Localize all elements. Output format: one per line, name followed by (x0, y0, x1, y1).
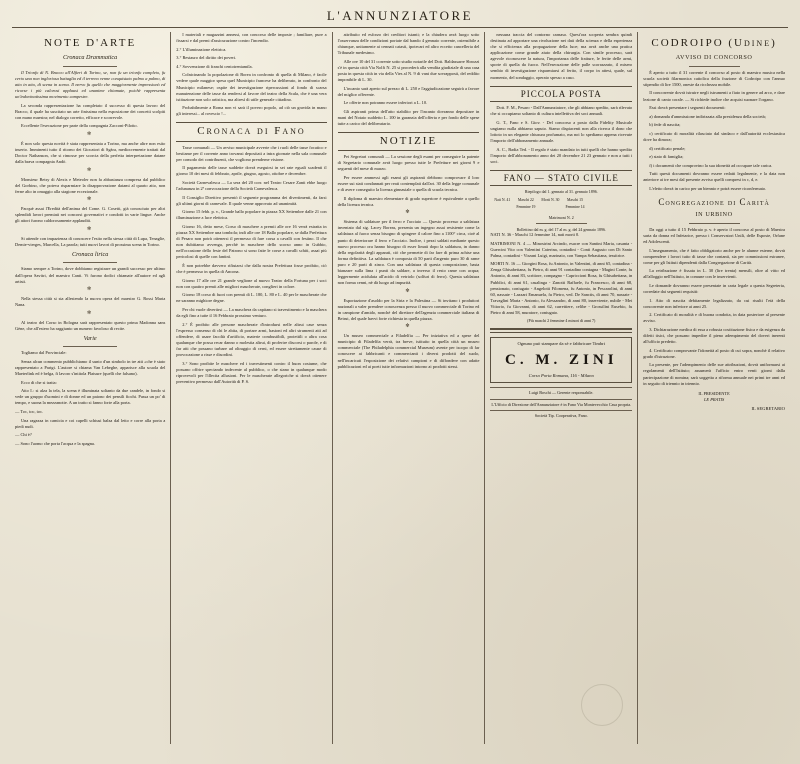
ufficio-direzione-note: L'Ufficio di Direzione dell'Annunziatore è in Fano Via Montevecchio Casa propria. (490, 399, 632, 407)
paragraph: Sistema di saldature per il ferro e l'acciaio — Questo processo a saldatura inventato dal sig. Lacey Boreas, presenta un ingegno assai resistente come la saldatura al fuoco senza bisogno di spingere il calore fino a 1100° circa, cioè al punto di deteriorare il ferro e l'acciaio. Inoltre, i pezzi saldati mediante questo nuovo processo ora hanno bisogno di esser limati dopo la saldatura, in danno della regolarità degli apparati, ciò che permette di far fare di prima achise una forma definitiva. La saldatura è composta di 50 parti d'argento puro 30 di rame puro e 20 parti di zinco. Con una saldatura di questa composizione, basta bianzare sulla lima i punti da saldare, a inverso il resto rame con acqua; leggermente acidulata all'acido di vetriolo (solfuri di ferro). Questa saldatura non forma cenni, nè dà luogo ad impurità. (337, 219, 480, 286)
divider (63, 346, 117, 347)
paragraph-matrimoni: MATRIMONI N. 4 — Minostrini Arcindo, esacre con Santini Maria, casanta - Guercini Vito con Valentini Caterina, contadini - Conti Augusto con Di Santo Palma, contadini - Virzani Luigi, marinaio, con Vampa Sebastiana, tessitrice. (490, 240, 633, 258)
paragraph: Il concorrente dovrà istruire negli istrumenti a fiato in genere ad arco, e dare lezione di canto corale. — Si richiede inoltre che acquisi suonare l'organo. (643, 90, 785, 102)
divider (490, 328, 632, 333)
paragraph: — Sono l'uomo che porta l'acqua e la spagna. (15, 440, 95, 446)
paragraph: Giorno 16, detto mese, Corso di maschere a premii alle ore 16 verrà estratta in piazza XX Settembre una tombola; indi alle ore 18 Ballo popolare, se dalla Prefettura di Pesaro non potrà ottenersi il permesso di fare corsa a cavalli con festino. Il che non dubitiamo avvenga, perchè in maschere dello scorso anno in Gubbio, nell'occasione dello feste del Patrono si sono fatte le corse a cavalli schiti, assai più pericolosi di quelle con fantinì. (176, 223, 327, 260)
paragraph: Senza alcun commento pubblichiamo il sunto d'un simbolo in tre atti «che è stato rappresentato a Parigi. L'autore si chiama Van Lebeghe, apparisce alla scuola del Maeterlink ed è belga, fi lavoro s'intitola Plaisure (quelli che falsano). (15, 358, 166, 377)
paragraph: La retribuzione è fissata in L. 30 (lire trenta) mensili, oltre al vitto ed all'alloggio nell'Istituto, in comune con le inservienti. (643, 268, 785, 280)
section-stato-civile: FANO — STATO CIVILE (490, 170, 632, 186)
paragraph: 2.° L'illuminazione elettrica. (176, 46, 227, 52)
subsection-cronaca-lirica: Cronaca lirica (71, 250, 109, 258)
column-4 (484, 32, 637, 744)
table-cell: Maschi 22 (517, 198, 534, 203)
ad-address: Corso Porta Romana, 116 - Milano (528, 372, 594, 378)
paragraph: I materiali e magazzini annessi, con concorso delle imposte ; familiare, pure a fissarsi e dal premi d'assicurazione contro l'incendio. (176, 32, 327, 44)
paragraph: L'incanto sarà aperto sul prezzo di L. 250 e l'aggiudicazione seguirà a favore del miglior offerente. (337, 85, 480, 97)
printer-line: Società Tip. Cooperativa, Fano. (490, 410, 632, 419)
paragraph: Il Consiglio Direttivo presentò il seguente programma dei divertimenti, da farsi gli ultimi giorni di carnevale. Il quale venne approvato ad unanimità. (176, 194, 327, 206)
paragraph: G. T., Fano e S. Giov. - Del concorso a posto dalla Fidelity Musicale ungiamo nulla abbiamo saputo. Siamo dispiacenti non alla ricerca il dono che lottoto in un elegante chiusura profumato, ma noi lo spediamo appena ricevute l'importo dell'abbonamento annuale. (490, 119, 633, 143)
star-divider-icon: ✻ (87, 197, 94, 203)
paragraph: Alle ore 10 del 31 corrente sotto studio notarile del Dott. Baldassarre Sbrozzi s'è in questa città Via Nolfi N. 25 si procederà alla vendita giudiziale di una casa posta in questa città in via della Vies al N. 9 di vani due sovrapposti, del reddito imponibile di L. 30. (337, 58, 480, 83)
paragraph: Le offerte non potranno essere inferiori a L. 10. (343, 100, 428, 106)
paragraph: È aperto a tutto il 31 corrente il concorso al posto di maestro musica nella scuola società filarmonica cattolica della frazione di Codroipo con l'annuo stipendio di lire 1500, oneste da ricchezza mobile. (643, 69, 785, 87)
stato-civile-subtitle: Riepilogo dal 1. gennaio al 31. gennaio 1896. (524, 189, 598, 195)
paragraph: È non solo questa novità è stata rappresentata a Torino, ma anche altre non esito inserto. Imminenti tutto il ritorno dei Giocatori di Sgàra, mediocremente trattati dal Doctor Nathanson, che si rimosse per scorcia della perfetta interpretazione datane dalla brava compagnia Andò. (15, 140, 166, 165)
divider (63, 66, 117, 67)
newspaper-title: L'ANNUNZIATORE (326, 8, 474, 23)
table-cell (539, 205, 561, 210)
paragraph: d) certificato penale; (649, 145, 686, 151)
paragraph: Esportazione d'asoldo per la Siria e la Palestina — Si invitano i produttori nazionali a valer prendere conoscenza presso il nuovo commerciale di Torino ed in campione d'amido, nonchè del direttore dell'agenzia commerciale italiana di Beirut, del quale havvi forte richiesta in quella piazza. (337, 297, 480, 321)
star-divider-icon: ✻ (405, 324, 412, 330)
paragraph: Essi dovrà presentare i seguenti documenti: (649, 105, 726, 111)
paragraph: La presente, per l'adempimento delle sue attribuzioni, dovrà uniformarsi ai regolamenti dell'Istituto; assumerà l'ufficio entro venti giorni dalla partecipazione di nomina; sarà soggetta a riforma annuale nei primi tre anni ed in seguito di triennio in triennio. (643, 362, 785, 386)
paragraph: Giorno 17 alle ore 21 grande veglione al nuovo Teatro della Fortuna per i soci non con quattro premii alle migliori mascherate, conglieri in colore. (176, 277, 327, 289)
paragraph: Giorno 18 corso di fuori con premii di L. 180, L. 80 e L. 40 per le mascherate che ne saranno mighiore degne. (176, 292, 327, 304)
paragraph: Nella stessa città si sta allestendo la nuova opera del maestro G. Rossi Maria Nana. (15, 296, 166, 308)
paragraph: Il diploma di maestro elementare di grado superiore è equivalente a quello della licenza tecnica. (337, 195, 480, 207)
paragraph: A. C., Badia Ted. - Il regalo è stato mandato in tutti quelli che hanno spedito l'importo dell'abbonamento anno dei 20 decembre 21 23 gennaio e non a tutti i soci. (490, 146, 633, 164)
paragraph: Colnicinando la popolazione di Borea in confronto di quella di Milano, è facile vedere quale maggior spesa quel Municipio francese ha deliberato, in confronto del Municipio milanese; ospite dei investigazione ripercussioni al fondo di scarsa manutenzione delle tasse da rendersi al favore del teatro della Scala, che è una vera istituzione non solo artistica, ma altresì di utile generale cittadino. (176, 72, 327, 102)
paragraph: 4.° Sovvenzione di franchi centotrentamila. (176, 63, 253, 69)
paragraph: Tasse comunali — Un avviso municipale avverte che i ruoli delle tasse focatico e bestiame per il corrente anno trovansi depositati a intra giornate nella sala comunale per comodo dei contribuenti, che vogliono prenderne visione. (176, 144, 327, 162)
table-cell: Maschi 15 (567, 198, 583, 203)
signature-presidente: IL PRESIDENTE (698, 390, 730, 396)
ad-brand-name: C. M. ZINI (505, 351, 618, 368)
paragraph: L'insegnamento, che è fatto obbligatorio anche per le alunne esterne, dovrà comprendere i lavori tutto di tasse che contanti, sia per commissioni estranee, come per gli Istituti dipendenti dalla Congregazione di Carità. (643, 247, 785, 265)
subsection-avviso-concorso: AVVISO DI CONCORSO (675, 54, 753, 62)
star-divider-icon: ✻ (87, 310, 94, 316)
paragraph-morti: MORTI N. 16 — Giorgini Rosa, fu Antonio, in Valentini, di anni 65, contadina - Zenga Ghisabettana, fu Pietro, di anni 91 contadino contagna - Magini Conte, fu Antonio, di anni 83, scrittore, compagno - Capriccioni Rosa, fu Ghisabettana, in Pubblici, di anni 61, casalinga - Zanotti Raffaele, fu Francesco, di anni 68, pensionato, coniugato - Angelotti Filomena, fu Antonio, in Pescarolini, di anni 60, nassate - Lazzari Emanuela, fu Pietro, ved. De Sanctis, di anni 70, nassate - Travaglini Maria - Antonio, fu Alessandro, di anni 80, inserviente, nubile - Mei Vittorio, fu Giovanni, di anni 62, carrettiere, celibe - Grossilini Eusebio, fu Pietro di anni 58, muratore, coniugato. (490, 261, 633, 315)
table-cell: Femmine 19 (516, 205, 536, 210)
paragraph: Dott. F. M., Pesaro - Dall'Annunziatore, che gli abbiano spedito, sarà rilevato che si occupiamo soltanto di cultura intellettiva dei soci annuali. (490, 105, 633, 117)
paragraph: attribuito ed esforzo dei creditori istanti; e la chiudera avrà luogo sotto l'osservanza delle condizioni portate dal bando 4 gennaio corrente, ostensibile a chiunque, unitamente ai cennati catasti, ipotecari ed altro eccetto cancelleria del Tribunale medesimo. (337, 32, 480, 56)
paragraph: f) i documenti che comprovino la sua idoneità ad occupare tale carica. (649, 162, 773, 168)
section-congregazione-city: IN URBINO (695, 211, 733, 219)
paragraph: b) fede di nascita; (649, 122, 681, 128)
columns-container (10, 32, 790, 744)
paragraph: Pei Segretari comunali — La sessione degli esami per conseguire la patente di Segretario comunale avrà luogo presso tutte le Prefetture nei giorni 9 e seguenti del mese di marzo. (337, 154, 480, 172)
paragraph: 4. Certificato comprovante l'idoneità al posto di cui sopra, nonchè il relativo grado d'istruzione. (643, 347, 785, 359)
paragraph: 2. Certificato di moralità e di buona condotta, in data posteriore al presente avviso. (643, 312, 785, 324)
star-divider-icon: ✻ (87, 131, 94, 137)
paragraph: 3. Dichiarazione medica di essa a robusta costituzione fisica e da esigenza da difetti tisici, che possano impedire il pieno adempimento del doveri inerenti all'ufficio predetto. (643, 327, 785, 345)
table-cell: Morti N. 30 (541, 198, 560, 203)
paragraph: Eccellente l'esecuzione per parte della compagnia Zacconi-Pilotto. (21, 123, 138, 129)
paragraph: 3.° Sono proibite le maschere ed i travestimenti contro il buon costume, che possano offrire speciando indecente al pubblico, o che siano in qualunque modo riprovevoli per l'illecita allusioni. Per le mascherate allegoriche si dovrà ottenere preventivo permesso dall'Autorità di P. S. (176, 360, 327, 384)
section-cronaca-di-fano: Cronaca di Fano (176, 122, 326, 141)
subsection-cronaca-drammatica: Cronaca Drammatica (63, 54, 118, 62)
paragraph: Giorno 15 febb. p. v., Grande ballo popolare in piazza XX Settembre dalle 21 con illuminazione a luce elettrica. (176, 209, 327, 221)
divider (536, 223, 587, 224)
star-divider-icon: ✻ (87, 226, 94, 232)
table-row (492, 198, 586, 203)
paragraph: nessuna traccia del contorno carnaso. Quest'ora scoperta sembra quindi destinata ad apportare una rivoluzione nei dati della scienza e della esperienza che si efficienza alla propagazione della luce; ma avrà anche una pratica applicazione come grande aiuto della chirurgia. Con simile processo, sarà agevole riconoscere la natura, l'importanza delle fratture, le ferite delle armi, sporte di quella da fuoco. Nell'esecuzione delle palle scorrazzato, il misero sembio di investigazione risparmiarsi al ferito, il corpo in attesi, quale, sul momento, del sondaggio, operato spesso a caso. (490, 32, 633, 80)
paragraph: c) certificato di moralità rilasciato dal sindaco e dall'autorità ecclesiastica dove ha dimora; (643, 130, 785, 142)
matrimoni-count: Matrimoni N. 2 (548, 214, 574, 220)
paragraph: 3.° Restauro del diritto dei poveri. (176, 55, 237, 61)
column-2 (170, 32, 331, 744)
paragraph: Una ragazza in camicia e coi capelli schiusi balza dal letto e corre alla porta a piedi nudi. (15, 417, 166, 429)
paragraph: Gli aspiranti prima dell'atto stabilito per l'incanto dovranno depositare in mani del Notaio suddetto L. 100 in garanzia dell'offerta e per fondo delle spese tutte a carico del deliberatario. (337, 108, 480, 127)
signature-name: LE PRATIS (703, 396, 725, 402)
section-congregazione-carita: Congregazione di Carità (658, 196, 770, 207)
paragraph: Il Trionfo di N. Bracco all'Alfieri di Torino, se, non fu un trionfo completo, fu certo una non ingloriosa battaglia ed il terreno venne conquistato palmo a palmo, di atto in atto, di scena in scena. Il nervo fu quello che maggiormente impressionò ed ricorse i più calorosi applausi ed unanime chiamate, poichè rappresenta un'indovinatissima movimento campestre. (15, 69, 166, 100)
paragraph: Per chi vuole divertirsi — La maschera da capitano si travestimento e la maschera da egli fino a tutte il 16 Febbraio prossimo venturo. (176, 306, 327, 318)
paragraph: Atto I.: si alza la tela, la scena è illuminata soltanto da due candele, in fondo si vede un gruppo d'uomini e di donne ed un paiono dei pensili fiochi. Passa un po' di tempo, e suona la mezzanotte. A un tratto si fanno forte alla porta. (15, 388, 166, 406)
paragraph: La seconda rappresentazione ha completato il successo di questa lavoro del Bracco, il quale ha suscitato un arte finissima nella esposizione dei concetti scolpiti con mano maestra; nel dialogo corretto, efficace e scorrevole. (15, 102, 166, 120)
column-1 (10, 32, 170, 744)
paragraph: — Toc, toc, toc. (15, 408, 44, 414)
table-cell (492, 205, 512, 210)
stato-civile-table (490, 196, 588, 212)
paragraph: Probabilmente a Roma non vi sarà il povero popolo, ad ciò un gravida in mano gli interessi... al rovescio !... (176, 105, 327, 117)
paragraph: — Chi è? (15, 432, 32, 438)
signature-segretario: IL SEGRETARIO (751, 405, 785, 411)
paragraph: Per essere ammessi agli esami gli aspiranti debbono comprovare il loro essere sui stati condannati per reati contemplati dall'art. 30 della legge comunale e di avere conseguito la licenza ginnasiale o quella di scuola tecnica. (337, 175, 480, 193)
paragraph: È non potrebbe davvero rifiutarsi che dalla nostra Prefettura fosse proibito, ciò che è permesso in quella di Ancona. (176, 262, 327, 275)
section-notizie: NOTIZIE (338, 132, 480, 151)
divider (63, 262, 117, 263)
paragraph: Al teatro del Corso in Bologna sarà rappresentato questo prima Madonna sans Gène, che all'estero ha raggiunto un numero favoloso di recite. (15, 319, 166, 331)
subsection-varie: Varie (83, 334, 97, 342)
star-divider-icon: ✻ (87, 287, 94, 293)
paragraph: 2.° È proibito alle persone mascherate d'introdursi nelle altrui case senza l'espresso consenso di chi le abita, di portare armi, bastoni ed altri strumenti atti ad offendere, di usare facoltà d'artificio, materie combustibili, proiettili o altra cosa qualunque che possa recar danno o molestia altrui, di proferire discorsi o parole, e di far atti che possano turbare ad oltraggio di cerni, ed essere strettamente cause di provocazione a risse e disordini. (176, 321, 327, 357)
divider (689, 223, 740, 224)
divider (689, 66, 740, 67)
paragraph: Togliamo dal Provinciale: (21, 350, 67, 356)
paragraph: Si attende con impazienza di conoscere l'esito nella stessa città di Lupa, Tenaglie, Demie-vierges, Marcella, La parola; tutti nuovi lavori di prossima scena in Torino. (15, 235, 166, 247)
masthead (12, 8, 788, 28)
paragraph: Tutti questi documenti dovranno essere redatti legalmente, e la data non anteriore ai tre mesi dal presente avviso quelli compresi in c, d, e. (643, 171, 785, 183)
paragraph: Società Carnevalesca — La sera del 20 corr. nel Teatro Cesare Zanti ebbe luogo l'adunanza in 2ª convocazione della Società Carnevalesca. (176, 180, 327, 192)
section-piccola-posta: PICCOLA POSTA (490, 86, 632, 102)
paragraph: Siamo sempre a Torino, dove dobbiamo registrare un grandi successo per ultimo dall'opera Savitri, del maestro Canti. Vi furono dodici chiamate all'autore ed agli artisti. (15, 266, 166, 284)
advertisement-zini[interactable] (490, 337, 632, 383)
paragraph: a) domanda d'ammissione indirizzata alla presidenza della società; (649, 113, 766, 119)
column-5 (637, 32, 790, 744)
paragraph: Ecco di che si tratta: (21, 379, 57, 385)
paragraph: Da oggi a tutto il 15 Febbraio p. v. è aperto il concorso al posto di Maestra sarta da donna ed Infetarice, presso i Conservatori Unili, delle Esposte, Orfane ed Adolescenti. (643, 226, 785, 245)
star-divider-icon: ✻ (405, 288, 412, 294)
paragraph: Pacquè assai l'Eredità dell'anima del Come. G. Cosetti, già conosciuto per altri splendidi lavori premiati nei concorsi governativi e condotti in varie lingue. Anche gli attori furono caldorosamente applauditi. (15, 206, 166, 224)
paragraph: 1. Atto di nascita debitamente legalizzato, da cui risulti l'età della concorrente non inferiore ai anni 25. (643, 297, 785, 309)
table-cell: Femmine 14 (565, 205, 585, 210)
table-cell: Nati N. 41 (494, 198, 511, 203)
paragraph: L'eletto dovrà in carico per un biennio e potrà essere riconfermato. (649, 185, 767, 191)
column-3 (332, 32, 485, 744)
paragraph: Monsieur Betsy di Alexis e Meteoler non fa abbastanza compresa dal pubblico del Gorbino, che poteva risparmiare la disapprovazione datami al quarto atto, non ferne alto in omaggio alla stagione eccezionale. (15, 176, 166, 194)
paragraph-nati: NATI N. 36 - Maschi 12 femmine 14, nati morti 0. (490, 231, 580, 237)
paragraph: Un museo commerciale a Filadelfia — Per iniziativa ed a spese del municipio di Filadelfia verrà, tra breve, istituito in quella città un museo commerciale (The Philadelphia commercial Museum) avente per iscopo di far conoscere ai fabbricanti e commercianti i diversi prodotti del suolo, nell'incaricati l'esposizione dei relativi campioni e di diffondere con adatte pubblicazioni ed ai poeti tutte informazioni intorno ai prodotti stessi. (337, 333, 480, 369)
table-row (492, 205, 586, 210)
paragraph: Le domande dovranno essere presentate in carta legale a questa Segreteria, corredate dai seguenti requisiti: (643, 283, 785, 295)
star-divider-icon: ✻ (405, 210, 412, 216)
ad-headline: Ognuno può stampare da sè e fabbricare Timbri (517, 340, 606, 346)
gerente-line: Luigi Boschi — Gerente responsabile. (490, 387, 632, 396)
paragraph: Il pagamento delle tasse suddette dovrà eseguirsi in sei rate eguali scadenti il giorno 10 dei mesi di febbraio, aprile, giugno, agosto, ottobre e decembre. (176, 165, 327, 177)
bollettino-subtitle: Bollettino dal m. g. del 17 al m. g. del 24 gennaio 1896. (516, 226, 606, 232)
section-codroipo: CODROIPO (Udine) (651, 37, 777, 49)
section-note-darte: NOTE D'ARTE (44, 37, 137, 49)
ink-stamp (581, 684, 623, 726)
star-divider-icon: ✻ (87, 167, 94, 173)
paragraph-note: (Più maschi 2 femmine 4 minori di anni 7) (527, 318, 596, 324)
paragraph: e) stato di famiglia; (649, 154, 684, 160)
